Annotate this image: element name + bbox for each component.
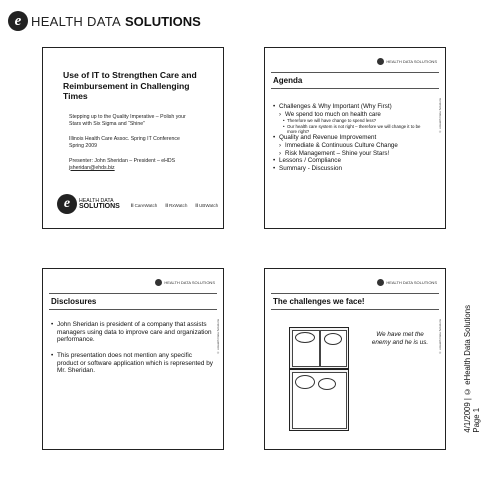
slide1-subtitle-1: Stepping up to the Quality Imperative – Polish your bbox=[69, 114, 186, 120]
brand-light: HEALTH DATA bbox=[31, 13, 121, 29]
ehds-logo-icon: e bbox=[8, 11, 28, 31]
slide3-title: Disclosures bbox=[51, 297, 97, 306]
divider bbox=[271, 88, 439, 89]
slide1-subtitle-2: Stars with Six Sigma and “Shine” bbox=[69, 120, 145, 127]
agenda-item: › We spend too much on health care bbox=[273, 111, 431, 119]
slide4-title: The challenges we face! bbox=[273, 297, 365, 306]
cartoon-panel-top bbox=[289, 327, 349, 369]
brand-bold: SOLUTIONS bbox=[124, 13, 201, 29]
slide-side-note: © eHealth Data Solutions bbox=[438, 319, 442, 355]
divider bbox=[49, 293, 217, 294]
document-header bbox=[8, 8, 201, 34]
divider bbox=[271, 72, 439, 73]
agenda-item: • Challenges & Why Important (Why First) bbox=[273, 103, 431, 111]
divider bbox=[49, 309, 217, 310]
footer-date-copyright: 4/1/2009 | © eHealth Data Solutions bbox=[463, 305, 472, 433]
page-footer bbox=[463, 305, 481, 433]
agenda-list bbox=[273, 103, 431, 172]
partner-logo: ll RxWatch bbox=[165, 203, 187, 208]
partner-logo: ll UBWatch bbox=[195, 203, 218, 208]
speech-bubble bbox=[318, 378, 336, 390]
ehds-logo-icon bbox=[377, 279, 384, 286]
pogo-quote: We have met the enemy and he is us. bbox=[371, 331, 429, 346]
agenda-item: › Risk Management – Shine your Stars! bbox=[273, 150, 431, 158]
slide-side-note: © eHealth Data Solutions bbox=[216, 319, 220, 355]
ehds-logo-icon bbox=[377, 58, 384, 65]
agenda-item: › Immediate & Continuous Culture Change bbox=[273, 142, 431, 150]
slide-thumbnail-4[interactable] bbox=[264, 268, 446, 450]
slide1-event-1: Illinois Health Care Assoc. Spring IT Conference bbox=[69, 136, 180, 142]
ehds-logo-icon bbox=[155, 279, 162, 286]
agenda-item: • Our health care system is not right – therefore we will change it to be more right? bbox=[273, 124, 431, 135]
disclosure-item: • John Sheridan is president of a company that assists managers using data to improve care and organization performance. bbox=[51, 321, 215, 344]
ehds-logo-icon: e bbox=[57, 194, 77, 214]
slide-thumbnail-3[interactable] bbox=[42, 268, 224, 450]
agenda-item: • Quality and Revenue Improvement bbox=[273, 134, 431, 142]
slide1-presenter: Presenter: John Sheridan – President – eHDS bbox=[69, 158, 176, 164]
slide1-logo-line2: SOLUTIONS bbox=[79, 203, 120, 210]
slide1-partner-logos bbox=[131, 203, 218, 208]
speech-bubble bbox=[295, 375, 315, 389]
divider bbox=[271, 293, 439, 294]
slide1-event-2: Spring 2009 bbox=[69, 142, 97, 149]
slide1-logo-line1: HEALTH DATA bbox=[79, 198, 114, 204]
speech-bubble bbox=[295, 332, 315, 343]
slide1-logo bbox=[57, 194, 120, 214]
divider bbox=[271, 309, 439, 310]
agenda-item: • Therefore we will have change to spend less? bbox=[273, 118, 431, 123]
slide-mini-logo: HEALTH DATA SOLUTIONS bbox=[377, 279, 437, 286]
speech-bubble bbox=[324, 333, 342, 345]
slide-thumbnail-1[interactable] bbox=[42, 47, 224, 229]
partner-logo: ll CareWatch bbox=[131, 203, 157, 208]
slide1-title: Use of IT to Strengthen Care and Reimbursement in Challenging Times bbox=[63, 70, 197, 101]
agenda-item: • Lessons / Compliance bbox=[273, 157, 431, 165]
agenda-item: • Summary - Discussion bbox=[273, 165, 431, 173]
slide-mini-logo: HEALTH DATA SOLUTIONS bbox=[377, 58, 437, 65]
slide-side-note: © eHealth Data Solutions bbox=[438, 98, 442, 134]
slide-thumbnail-2[interactable] bbox=[264, 47, 446, 229]
footer-page-number: Page 1 bbox=[472, 408, 481, 433]
cartoon-panel-bottom bbox=[289, 369, 349, 431]
disclosure-item: • This presentation does not mention any specific product or software application which is represented by Mr. Sheridan. bbox=[51, 352, 215, 375]
slide1-email-link[interactable]: jsheridan@ehds.biz bbox=[69, 164, 115, 171]
slide-mini-logo: HEALTH DATA SOLUTIONS bbox=[155, 279, 215, 286]
slide2-title: Agenda bbox=[273, 76, 303, 85]
